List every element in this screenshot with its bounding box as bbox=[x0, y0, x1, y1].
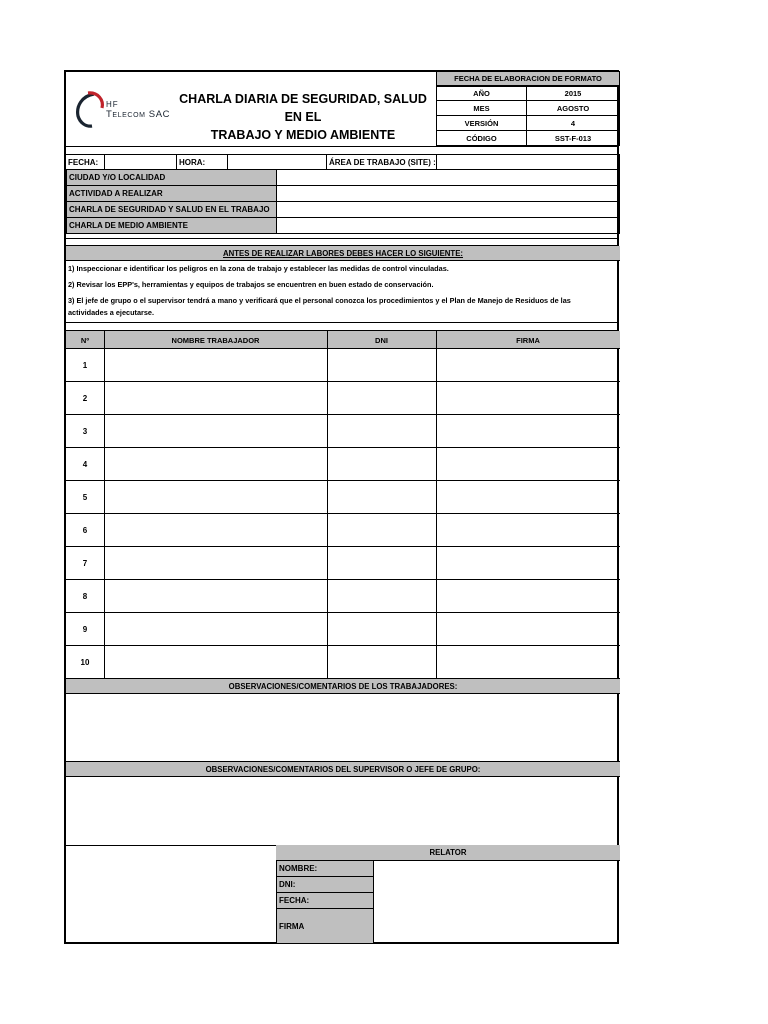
table-row bbox=[66, 415, 620, 448]
relator-stamp-area[interactable] bbox=[66, 846, 276, 944]
col-dni-header: DNI bbox=[375, 335, 388, 345]
worker-firma-field[interactable] bbox=[436, 415, 620, 448]
charla-ma-label: CHARLA DE MEDIO AMBIENTE bbox=[66, 217, 277, 234]
obs-workers-heading-text: OBSERVACIONES/COMENTARIOS DE LOS TRABAJADORES: bbox=[228, 681, 458, 691]
table-row bbox=[66, 613, 620, 646]
col-name-header: NOMBRE TRABAJADOR bbox=[171, 335, 260, 345]
table-row bbox=[66, 349, 620, 382]
obs-supervisor-heading-text: OBSERVACIONES/COMENTARIOS DEL SUPERVISOR O JEFE DE GRUPO: bbox=[205, 764, 481, 774]
instruction-item-2: 2) Revisar los EPP's, herramientas y equipos de trabajos se encuentren en buen estado de conservación. bbox=[68, 280, 434, 289]
charla-sst-field[interactable] bbox=[276, 201, 620, 218]
worker-firma-field[interactable] bbox=[436, 613, 620, 646]
meta-label-version: VERSIÓN bbox=[436, 115, 527, 131]
worker-firma-field[interactable] bbox=[436, 646, 620, 679]
obs-supervisor-heading bbox=[66, 761, 620, 777]
relator-heading-text: RELATOR bbox=[429, 848, 467, 857]
fecha-field[interactable] bbox=[104, 154, 177, 170]
worker-name-field[interactable] bbox=[104, 646, 327, 679]
form-title bbox=[170, 90, 436, 144]
worker-dni-field[interactable] bbox=[327, 514, 436, 547]
worker-dni-field[interactable] bbox=[327, 448, 436, 481]
workers-table-header bbox=[66, 331, 620, 349]
table-row bbox=[66, 646, 620, 679]
col-divider bbox=[104, 331, 105, 678]
worker-dni-field[interactable] bbox=[327, 613, 436, 646]
obs-workers-heading bbox=[66, 678, 620, 694]
worker-dni-field[interactable] bbox=[327, 481, 436, 514]
charla-sst-label: CHARLA DE SEGURIDAD Y SALUD EN EL TRABAJO bbox=[66, 201, 277, 218]
obs-supervisor-field[interactable] bbox=[66, 777, 620, 845]
workers-table bbox=[66, 331, 620, 678]
relator-fields[interactable] bbox=[374, 861, 620, 944]
worker-dni-field[interactable] bbox=[327, 646, 436, 679]
worker-firma-field[interactable] bbox=[436, 349, 620, 382]
meta-value-version: 4 bbox=[526, 115, 620, 131]
worker-dni-field[interactable] bbox=[327, 415, 436, 448]
charla-ma-field[interactable] bbox=[276, 217, 620, 234]
obs-workers-field[interactable] bbox=[66, 694, 620, 761]
table-row bbox=[66, 514, 620, 547]
row-number: 6 bbox=[82, 526, 88, 535]
hora-field[interactable] bbox=[227, 154, 327, 170]
area-label: ÁREA DE TRABAJO (SITE) : bbox=[329, 157, 436, 167]
worker-name-field[interactable] bbox=[104, 448, 327, 481]
worker-firma-field[interactable] bbox=[436, 580, 620, 613]
meta-label-year: AÑO bbox=[436, 86, 527, 101]
hora-label: HORA: bbox=[179, 157, 206, 167]
row-number: 9 bbox=[82, 625, 88, 634]
divider bbox=[66, 238, 617, 239]
instruction-item-1: 1) Inspeccionar e identificar los peligros en la zona de trabajo y establecer las medidas de control vinculadas. bbox=[68, 264, 449, 273]
divider bbox=[66, 322, 617, 323]
relator-fecha-label: FECHA: bbox=[276, 892, 374, 909]
col-firma-header: FIRMA bbox=[516, 335, 540, 345]
logo-text-hf: HF bbox=[106, 100, 119, 109]
safety-talk-form bbox=[64, 70, 619, 944]
format-meta-table bbox=[436, 86, 620, 146]
worker-firma-field[interactable] bbox=[436, 481, 620, 514]
row-number: 8 bbox=[82, 592, 88, 601]
worker-name-field[interactable] bbox=[104, 382, 327, 415]
relator-firma-label: FIRMA bbox=[276, 908, 374, 944]
actividad-label: ACTIVIDAD A REALIZAR bbox=[66, 185, 277, 202]
col-num-header: Nº bbox=[80, 335, 90, 345]
table-row bbox=[66, 547, 620, 580]
row-number: 7 bbox=[82, 559, 88, 568]
instruction-item-3-line1: 3) El jefe de grupo o el supervisor tendrá a mano y verificará que el personal conozca los procedimientos y el Plan de Manejo de Residuos de las bbox=[68, 296, 571, 305]
relator-heading bbox=[276, 845, 620, 861]
table-row bbox=[66, 481, 620, 514]
col-divider bbox=[327, 331, 328, 678]
relator-nombre-label: NOMBRE: bbox=[276, 860, 374, 877]
row-number: 1 bbox=[82, 361, 88, 370]
form-title-line1: CHARLA DIARIA DE SEGURIDAD, SALUD EN EL bbox=[179, 92, 427, 124]
meta-label-month: MES bbox=[436, 100, 527, 116]
row-number: 10 bbox=[80, 658, 90, 667]
area-field[interactable] bbox=[436, 154, 620, 170]
worker-firma-field[interactable] bbox=[436, 382, 620, 415]
meta-value-code: SST-F-013 bbox=[526, 130, 620, 146]
worker-dni-field[interactable] bbox=[327, 349, 436, 382]
logo-mark-icon bbox=[72, 90, 106, 132]
row-number: 3 bbox=[82, 427, 88, 436]
ciudad-field[interactable] bbox=[276, 169, 620, 186]
format-date-heading: FECHA DE ELABORACION DE FORMATO bbox=[436, 71, 620, 86]
actividad-field[interactable] bbox=[276, 185, 620, 202]
worker-firma-field[interactable] bbox=[436, 448, 620, 481]
worker-dni-field[interactable] bbox=[327, 547, 436, 580]
relator-dni-label: DNI: bbox=[276, 876, 374, 893]
worker-name-field[interactable] bbox=[104, 580, 327, 613]
worker-firma-field[interactable] bbox=[436, 514, 620, 547]
logo-text-telecom: Telecom SAC bbox=[106, 109, 171, 120]
worker-name-field[interactable] bbox=[104, 514, 327, 547]
table-row bbox=[66, 382, 620, 415]
col-divider bbox=[436, 331, 437, 678]
row-number: 4 bbox=[82, 460, 88, 469]
row-number: 5 bbox=[82, 493, 88, 502]
worker-name-field[interactable] bbox=[104, 547, 327, 580]
instruction-item-3-line2: actividades a ejecutarse. bbox=[68, 308, 154, 317]
instructions-heading bbox=[66, 246, 620, 261]
divider bbox=[66, 146, 617, 147]
meta-value-month: AGOSTO bbox=[526, 100, 620, 116]
ciudad-label: CIUDAD Y/O LOCALIDAD bbox=[66, 169, 277, 186]
form-title-line2: TRABAJO Y MEDIO AMBIENTE bbox=[210, 128, 396, 142]
worker-name-field[interactable] bbox=[104, 613, 327, 646]
worker-dni-field[interactable] bbox=[327, 580, 436, 613]
worker-name-field[interactable] bbox=[104, 349, 327, 382]
row-number: 2 bbox=[82, 394, 88, 403]
instructions-heading-text: ANTES DE REALIZAR LABORES DEBES HACER LO SIGUIENTE: bbox=[223, 248, 463, 258]
worker-dni-field[interactable] bbox=[327, 382, 436, 415]
worker-name-field[interactable] bbox=[104, 415, 327, 448]
table-row bbox=[66, 580, 620, 613]
meta-label-code: CÓDIGO bbox=[436, 130, 527, 146]
meta-value-year: 2015 bbox=[526, 86, 620, 101]
fecha-label: FECHA: bbox=[68, 157, 99, 167]
worker-name-field[interactable] bbox=[104, 481, 327, 514]
company-logo bbox=[72, 90, 182, 132]
worker-firma-field[interactable] bbox=[436, 547, 620, 580]
table-row bbox=[66, 448, 620, 481]
